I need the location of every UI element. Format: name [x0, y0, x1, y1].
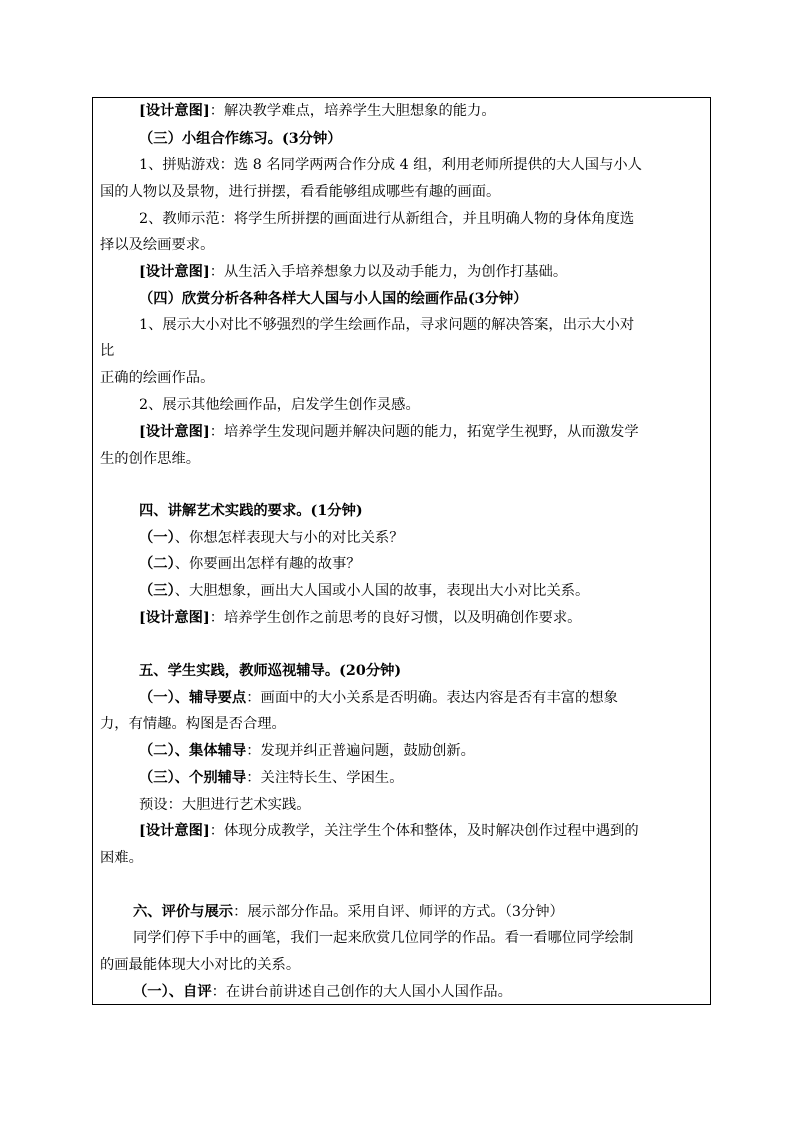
section-3-heading: （三）小组合作练习。(3分钟）: [139, 131, 342, 147]
list-item: （一）、你想怎样表现大与小的对比关系？: [139, 530, 404, 546]
design-intent-5: [设计意图]：体现分成教学，关注学生个体和整体，及时解决创作过程中遇到的: [139, 823, 639, 839]
text-line: 预设：大胆进行艺术实践。: [139, 797, 311, 813]
part-5-heading: 五、学生实践，教师巡视辅导。(20分钟): [139, 663, 402, 679]
text-line: 困难。: [100, 850, 143, 866]
design-intent-4: [设计意图]：培养学生创作之前思考的良好习惯，以及明确创作要求。: [139, 610, 582, 626]
list-item: （二）、集体辅导：发现并纠正普遍问题，鼓励创新。: [139, 743, 475, 759]
text-line: 生的创作思维。: [100, 451, 201, 467]
text-line: 2、教师示范：将学生所拼摆的画面进行从新组合，并且明确人物的身体角度选: [139, 211, 635, 227]
design-intent-3: [设计意图]：培养学生发现问题并解决问题的能力，拓宽学生视野，从而激发学: [139, 424, 639, 440]
text-line: 国的人物以及景物，进行拼摆，看看能够组成哪些有趣的画面。: [100, 184, 501, 200]
list-item: （一）、自评：在讲台前讲述自己创作的大人国小人国作品。: [133, 984, 512, 1000]
part-6-heading: 六、评价与展示：展示部分作品。采用自评、师评的方式。（3分钟）: [133, 904, 564, 920]
list-item: （三）、个别辅导：关注特长生、学困生。: [139, 770, 404, 786]
section-4-heading: （四）欣赏分析各种各样大人国与小人国的绘画作品(3分钟）: [139, 291, 528, 307]
design-intent-2: [设计意图]：从生活入手培养想象力以及动手能力，为创作打基础。: [139, 264, 568, 280]
text-line: 同学们停下手中的画笔，我们一起来欣赏几位同学的作品。看一看哪位同学绘制: [133, 930, 634, 946]
text-line: 1、拼贴游戏：选 8 名同学两两合作分成 4 组，利用老师所提供的大人国与小人: [139, 157, 642, 173]
text-line: 比: [100, 343, 115, 359]
list-item: （二）、你要画出怎样有趣的故事？: [139, 556, 361, 572]
text-line: 择以及绘画要求。: [100, 237, 215, 253]
text-line: 2、展示其他绘画作品，启发学生创作灵感。: [139, 397, 420, 413]
design-intent-1: [设计意图]：解决教学难点，培养学生大胆想象的能力。: [139, 103, 496, 119]
text-line: 正确的绘画作品。: [100, 370, 215, 386]
text-line: 力，有情趣。构图是否合理。: [100, 716, 286, 732]
part-4-heading: 四、讲解艺术实践的要求。(1分钟): [139, 503, 363, 519]
list-item: （一）、辅导要点：画面中的大小关系是否明确。表达内容是否有丰富的想象: [139, 690, 618, 706]
content-frame: [92, 97, 711, 1005]
text-line: 的画最能体现大小对比的关系。: [100, 957, 301, 973]
list-item: （三）、大胆想象，画出大人国或小人国的故事，表现出大小对比关系。: [139, 583, 590, 599]
text-line: 1、展示大小对比不够强烈的学生绘画作品，寻求问题的解决答案，出示大小对: [139, 317, 635, 333]
